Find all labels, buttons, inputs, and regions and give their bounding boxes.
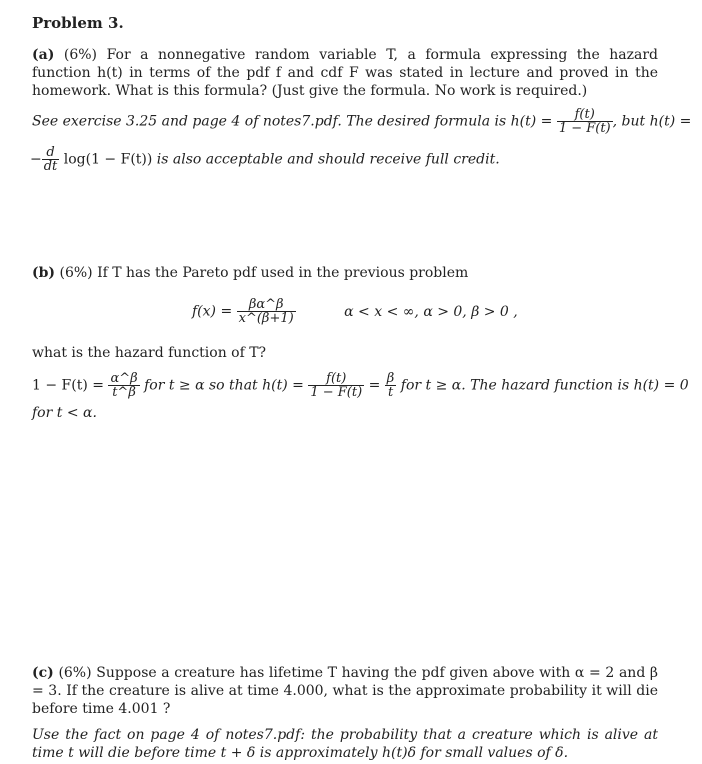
part-b-points: (6%) <box>59 265 93 281</box>
part-b-question <box>32 264 658 282</box>
part-a-question <box>32 46 658 100</box>
part-a-question-text: For a nonnegative random variable T, a formula expressing the hazard function h(t) in terms of the pdf f and cdf F was stated in lecture and proved in the homework. What is this formula? (Just give the formula. No work is required.) <box>32 47 659 99</box>
hazard-fraction <box>308 372 364 399</box>
survival-fraction <box>108 372 139 399</box>
part-c-label: (c) <box>32 665 54 681</box>
part-a-points: (6%) <box>63 47 98 63</box>
pdf-denominator: x^(β+1) <box>238 311 294 326</box>
part-a-answer-intro: See exercise 3.25 and page 4 of notes7.pdf. The desired formula is h(t) = <box>32 113 553 130</box>
part-b-label: (b) <box>32 265 56 281</box>
pareto-pdf-equation <box>192 298 518 325</box>
pdf-fraction <box>237 298 296 325</box>
part-a-label: (a) <box>32 47 55 63</box>
derivative-numerator: d <box>42 146 60 160</box>
fraction-denominator: 1 − F(t) <box>558 121 611 136</box>
pdf-conditions: α < x < ∞, α > 0, β > 0 , <box>344 303 518 320</box>
part-a-answer-line2 <box>30 146 500 173</box>
part-c-points: (6%) <box>58 665 92 681</box>
part-c-hint: Use the fact on page 4 of notes7.pdf: the probability that a creature which is alive at time t will die before time t + δ is approximately h(t)δ for small values of δ. <box>32 727 658 761</box>
derivative-denominator: dt <box>43 159 58 174</box>
part-a-answer-line1 <box>32 108 691 135</box>
derivative-operator <box>42 146 60 173</box>
pdf-lhs: f(x) = <box>192 303 233 320</box>
t-denominator: t <box>387 385 394 400</box>
part-c-question-text: Suppose a creature has lifetime T having the pdf given above with α = 2 and β = 3. If the creature is alive at time 4.000, what is the approximate probability it will die before time 4.001 ? <box>32 665 659 717</box>
beta-over-t-fraction <box>385 372 397 399</box>
problem-title: Problem 3. <box>32 14 124 32</box>
hazard-denominator: 1 − F(t) <box>310 385 363 400</box>
part-b-answer-mid1: for t ≥ α so that h(t) = <box>144 377 304 394</box>
fraction-numerator: f(t) <box>557 108 613 122</box>
part-b-question-text: If T has the Pareto pdf used in the previous problem <box>97 265 469 281</box>
part-a-log-expression: log(1 − F(t)) <box>63 151 153 168</box>
part-c-question <box>32 664 658 718</box>
survival-denominator: t^β <box>112 385 136 400</box>
part-a-answer-tail: is also acceptable and should receive full credit. <box>156 151 500 168</box>
part-b-answer-line2: for t < α. <box>32 405 97 421</box>
survival-lhs: 1 − F(t) = <box>32 377 104 394</box>
part-b-question2: what is the hazard function of T? <box>32 345 267 361</box>
beta-numerator: β <box>386 371 395 386</box>
equals-sign: = <box>368 377 381 394</box>
part-a-answer-fraction <box>557 108 613 135</box>
minus-sign: − <box>30 151 42 168</box>
survival-numerator: α^β <box>110 371 138 386</box>
pdf-numerator: βα^β <box>237 298 296 312</box>
hazard-numerator: f(t) <box>308 372 364 386</box>
part-b-answer-line1 <box>32 372 689 399</box>
part-a-answer-mid: , but h(t) = <box>612 113 692 130</box>
part-b-answer-mid2: for t ≥ α. The hazard function is h(t) = 0 <box>400 377 689 394</box>
